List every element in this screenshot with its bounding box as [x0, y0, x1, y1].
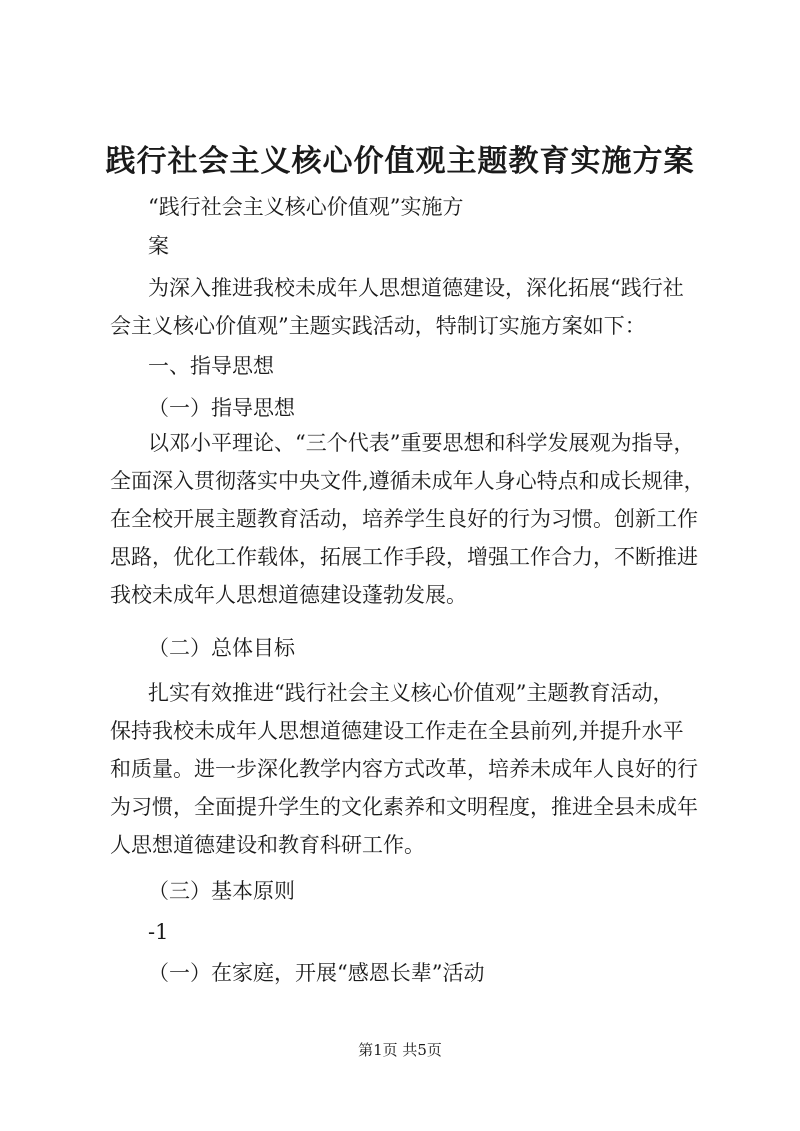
- intro-paragraph: [110, 269, 705, 345]
- para1-line-1: 以邓小平理论、“三个代表”重要思想和科学发展观为指导，: [148, 431, 695, 455]
- subtitle-line-2: 案: [148, 234, 169, 258]
- para1-line-2: 全面深入贯彻落实中央文件,遵循未成年人身心特点和成长规律，: [110, 469, 705, 493]
- intro-line-1: 为深入推进我校未成年人思想道德建设，深化拓展“践行社: [148, 276, 684, 300]
- para1-line-5: 我校未成年人思想道德建设蓬勃发展。: [110, 583, 467, 607]
- list-marker: -1: [148, 920, 169, 944]
- activity-heading-family: （一）在家庭，开展“感恩长辈”活动: [148, 961, 485, 985]
- para2-line-2: 保持我校未成年人思想道德建设工作走在全县前列,并提升水平: [110, 719, 684, 743]
- para2-line-3: 和质量。进一步深化教学内容方式改革，培养未成年人良好的行: [110, 757, 698, 781]
- para2-line-4: 为习惯，全面提升学生的文化素养和文明程度，推进全县未成年: [110, 795, 698, 819]
- document-title: 践行社会主义核心价值观主题教育实施方案: [105, 144, 695, 179]
- paragraph-guiding-ideology: [110, 424, 705, 614]
- page-footer: 第1页 共5页: [358, 1041, 442, 1059]
- intro-line-2: 会主义核心价值观”主题实践活动，特制订实施方案如下：: [110, 314, 646, 338]
- para1-line-3: 在全校开展主题教育活动，培养学生良好的行为习惯。创新工作: [110, 507, 698, 531]
- subtitle-line-1: “践行社会主义核心价值观”实施方: [148, 195, 464, 219]
- section-heading-guiding-ideology: 一、指导思想: [148, 354, 274, 378]
- para1-line-4: 思路，优化工作载体，拓展工作手段，增强工作合力，不断推进: [110, 545, 698, 569]
- para2-line-1: 扎实有效推进“践行社会主义核心价值观”主题教育活动，: [148, 681, 674, 705]
- subsection-heading-overall-goal: （二）总体目标: [148, 636, 295, 660]
- para2-line-5: 人思想道德建设和教育科研工作。: [110, 833, 425, 857]
- subsection-heading-basic-principles: （三）基本原则: [148, 879, 295, 903]
- subsection-heading-guiding-ideology: （一）指导思想: [148, 396, 295, 420]
- paragraph-overall-goal: [110, 674, 705, 864]
